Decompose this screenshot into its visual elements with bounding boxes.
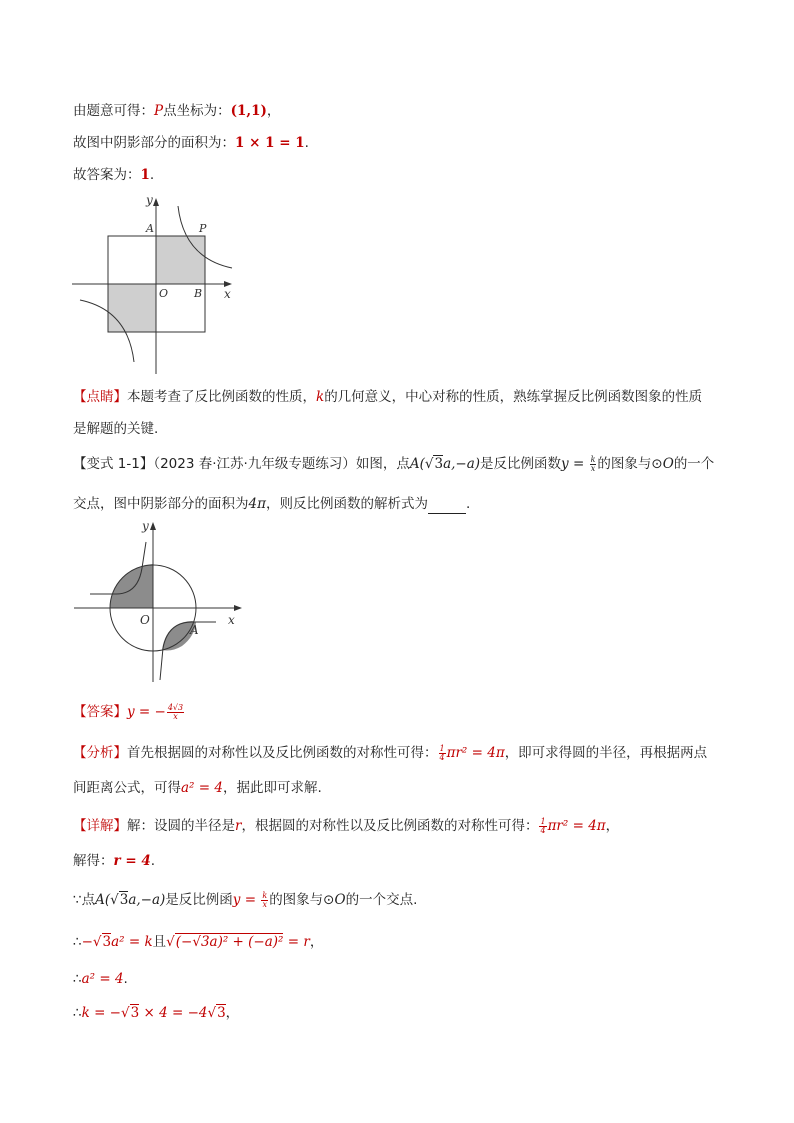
x-axis-arrow: [234, 605, 242, 611]
point-p: P: [154, 103, 164, 119]
detail-tag: 【详解】: [73, 818, 127, 834]
text: 解：设圆的半径是: [127, 818, 235, 834]
text: 本题考查了反比例函数的性质，: [127, 389, 316, 405]
step-line-2: [73, 969, 128, 989]
text-line-answer: [73, 165, 154, 185]
label-y: y: [142, 519, 149, 533]
frac-num: 4√3: [167, 702, 184, 712]
comment-line-2: [73, 419, 158, 439]
label-y: y: [146, 193, 153, 207]
text: .: [149, 167, 155, 183]
text: 的图象与⊙: [597, 456, 663, 472]
sqrt-3: 3: [102, 934, 112, 950]
frac-den: x: [173, 711, 178, 721]
answer-value: 1: [140, 167, 150, 183]
circle-o: O: [334, 892, 346, 908]
text: 是解题的关键.: [73, 421, 159, 437]
sqrt-body: (−√3a)² + (−a)²: [175, 934, 284, 950]
variable-k: k: [316, 389, 325, 405]
figure-circle-hyperbola: [70, 518, 248, 686]
frac-num: k: [262, 890, 268, 900]
text: ，根据圆的对称性以及反比例函数的对称性可得：: [241, 818, 539, 834]
frac-den: x: [262, 899, 268, 909]
variant-line-2: [73, 494, 470, 514]
analysis-line-1: [73, 743, 707, 763]
text: .: [123, 971, 128, 987]
text: 且: [152, 934, 167, 950]
because-line: ∵点A(√3a,−a)是反比例函y = $\frac{k}{x}$ 的图象与⊙O的一个交点.: [73, 890, 418, 909]
coordinate-value: (1,1): [230, 103, 267, 119]
sqrt-3: 3: [434, 456, 444, 472]
text: ，据此即可求解.: [222, 780, 322, 796]
sqrt-3: 3: [217, 1005, 226, 1021]
step-line-3: ∴k = −√3 × 4 = −4√3，: [73, 1005, 240, 1021]
equation: −: [81, 934, 93, 950]
label-p: P: [199, 222, 207, 235]
equation: πr² = 4π: [446, 745, 505, 761]
step-line-1: ∴−√3a² = k且√(−√3a)² + (−a)² = r，: [73, 934, 324, 950]
text: ，即可求得圆的半径，再根据两点: [504, 745, 708, 761]
answer-tag: 【答案】: [73, 704, 127, 720]
detail-line: [73, 816, 619, 836]
text: （2023 春·江苏·九年级专题练习）如图，点: [153, 456, 410, 472]
text: ，: [225, 1005, 240, 1021]
func-y: y =: [232, 892, 261, 908]
point-a: A(: [409, 456, 425, 472]
equation: a² = 4: [181, 780, 223, 796]
because-symbol: ∵: [73, 892, 82, 908]
analysis-tag: 【分析】: [73, 745, 127, 761]
sqrt-3: 3: [119, 892, 129, 908]
frac-den: x: [590, 463, 596, 473]
comment-line-1: [73, 387, 702, 407]
coords: a,−a): [443, 456, 481, 472]
equation: r = 4: [113, 853, 151, 869]
equation: k = −: [81, 1005, 121, 1021]
point-a: A(: [95, 892, 111, 908]
sqrt-3: 3: [130, 1005, 140, 1021]
text: 首先根据圆的对称性以及反比例函数的对称性可得：: [127, 745, 438, 761]
analysis-line-2: [73, 778, 322, 798]
text: ，则反比例函数的解析式为: [265, 496, 428, 512]
answer-blank: [428, 499, 466, 514]
circle-o: O: [662, 456, 674, 472]
therefore-symbol: ∴: [73, 1005, 82, 1021]
label-b: B: [194, 287, 203, 300]
label-x: x: [224, 287, 231, 301]
frac-den: 4: [540, 825, 546, 835]
variant-tag: 【变式 1-1】: [73, 456, 154, 472]
text: 间距离公式，可得: [73, 780, 181, 796]
therefore-symbol: ∴: [73, 934, 82, 950]
text: 故答案为：: [73, 167, 141, 183]
text: ，: [605, 818, 620, 834]
text-line-p-coordinates: [73, 101, 280, 121]
equation: a² = k: [111, 934, 153, 950]
equation: πr² = 4π: [547, 818, 606, 834]
comment-tag: 【点睛】: [73, 389, 127, 405]
area-equation: 1 × 1 = 1: [235, 135, 305, 151]
text: .: [150, 853, 156, 869]
text: 故图中阴影部分的面积为：: [73, 135, 235, 151]
label-o: O: [140, 613, 150, 627]
coords: a,−a): [128, 892, 166, 908]
text: 的一个交点.: [345, 892, 418, 908]
answer-y: y = −: [127, 704, 166, 720]
equation: × 4 = −4: [139, 1005, 208, 1021]
text: ，: [309, 934, 324, 950]
frac-num: k: [590, 454, 596, 464]
frac-num: 1: [540, 816, 546, 826]
area-value: 4π: [248, 496, 266, 512]
text: 解得：: [73, 853, 114, 869]
label-o: O: [159, 287, 169, 300]
text: 点: [81, 892, 96, 908]
label-x: x: [228, 613, 235, 627]
text: 点坐标为：: [163, 103, 231, 119]
frac-den: 4: [439, 752, 445, 762]
variable-r: r: [235, 818, 242, 834]
text: 的几何意义，中心对称的性质，熟练掌握反比例函数图象的性质: [324, 389, 703, 405]
text: ，: [266, 103, 281, 119]
solve-line: [73, 851, 155, 871]
label-a: A: [190, 623, 199, 637]
y-axis-arrow: [153, 198, 159, 206]
text-line-shaded-area: [73, 133, 309, 153]
text: 是反比例函数: [480, 456, 562, 472]
therefore-symbol: ∴: [73, 971, 82, 987]
text: 交点，图中阴影部分的面积为: [73, 496, 249, 512]
equation: = r: [283, 934, 310, 950]
answer-line: [73, 702, 185, 722]
frac-num: 1: [439, 743, 445, 753]
text: 的图象与⊙: [269, 892, 335, 908]
text: 是反比例函: [165, 892, 233, 908]
text: .: [465, 496, 471, 512]
figure-square-hyperbola: [68, 188, 240, 376]
label-a: A: [146, 222, 154, 235]
func-y: y =: [561, 456, 589, 472]
text: 的一个: [673, 456, 715, 472]
equation: a² = 4: [81, 971, 124, 987]
text: 由题意可得：: [73, 103, 154, 119]
shaded-region-bottom-left: [108, 284, 156, 332]
text: .: [304, 135, 309, 151]
y-axis-arrow: [150, 522, 156, 530]
variant-line-1: 【变式 1-1】（2023 春·江苏·九年级专题练习）如图，点A(√3a,−a)是反比例函数y = $\frac{k}{x}$ 的图象与⊙O的一个: [73, 454, 715, 473]
